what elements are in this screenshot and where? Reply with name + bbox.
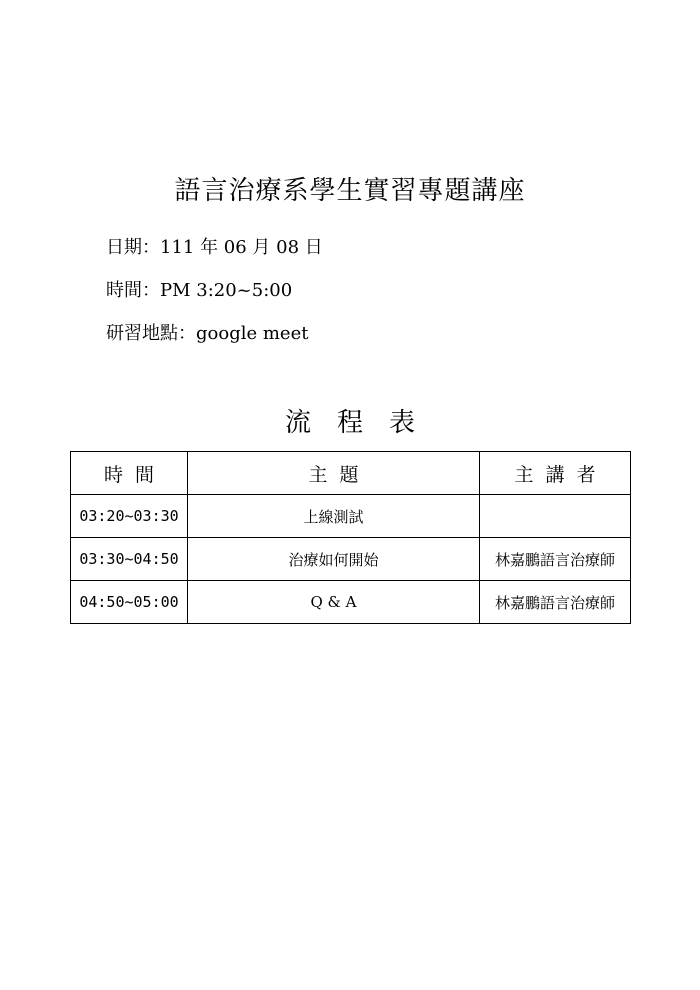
info-date: [106, 236, 323, 260]
row-speaker: 林嘉鵬語言治療師: [480, 538, 631, 581]
table-row: [71, 538, 631, 581]
document-title: 語言治療系學生實習專題講座: [174, 176, 526, 206]
info-location-value: google meet: [196, 323, 309, 344]
header-speaker: 主講者: [480, 452, 631, 495]
section-title: 流程表: [284, 408, 441, 438]
row-time: 03:30~04:50: [71, 538, 188, 581]
row-time: 04:50~05:00: [71, 581, 188, 624]
header-time: 時間: [71, 452, 188, 495]
info-location: [106, 322, 323, 346]
row-topic: Q & A: [188, 581, 480, 624]
row-speaker: 林嘉鵬語言治療師: [480, 581, 631, 624]
info-date-value: 111 年 06 月 08 日: [160, 237, 323, 258]
info-time-label: 時間：: [106, 280, 160, 301]
table-header-row: [71, 452, 631, 495]
row-time: 03:20~03:30: [71, 495, 188, 538]
event-info: [106, 236, 323, 365]
info-date-label: 日期：: [106, 237, 160, 258]
row-topic: 上線測試: [188, 495, 480, 538]
header-topic: 主題: [188, 452, 480, 495]
row-speaker: [480, 495, 631, 538]
table-row: [71, 581, 631, 624]
info-time: [106, 279, 323, 303]
schedule-table: [70, 451, 631, 624]
table-row: [71, 495, 631, 538]
info-time-value: PM 3:20~5:00: [160, 280, 293, 301]
row-topic: 治療如何開始: [188, 538, 480, 581]
info-location-label: 研習地點：: [106, 323, 196, 344]
